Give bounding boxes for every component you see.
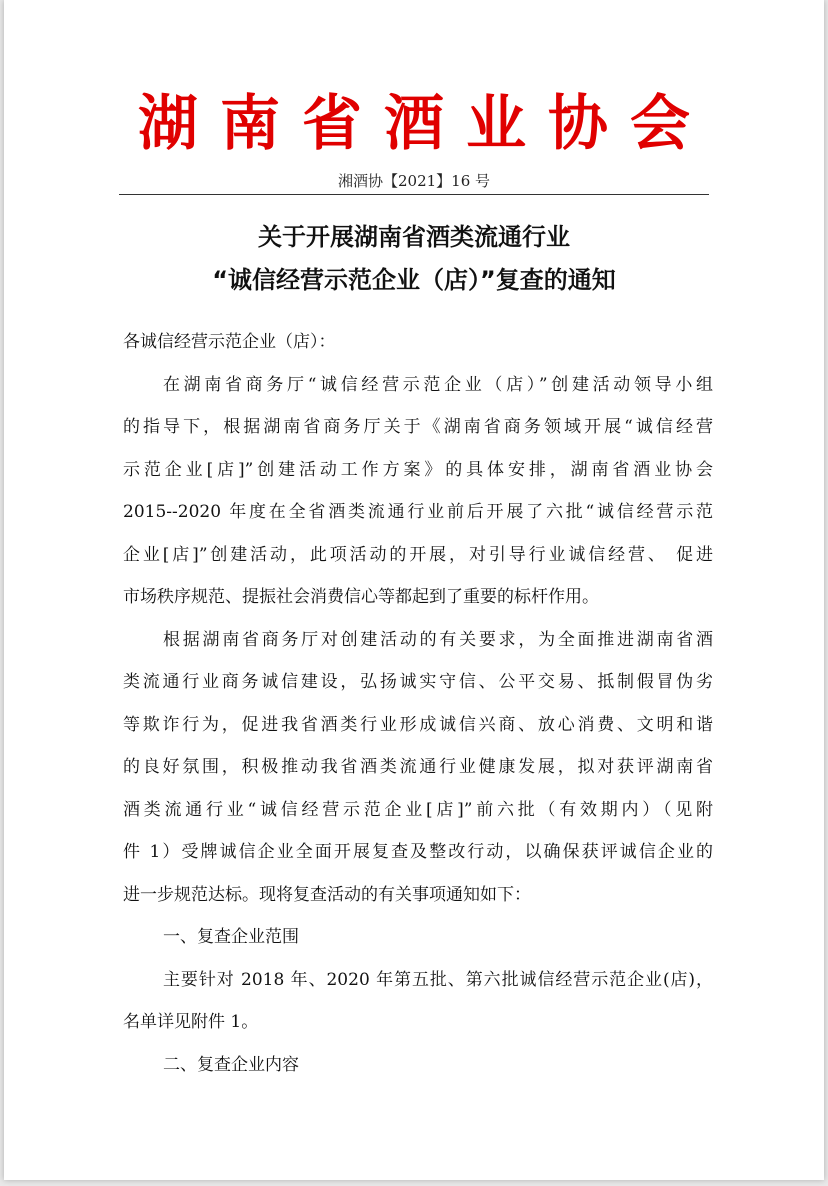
- paragraph-line: 酒类流通行业“诚信经营示范企业[店]”前六批（有效期内）（见附: [123, 799, 713, 820]
- paragraph-line: 主要针对 2018 年、2020 年第五批、第六批诚信经营示范企业(店)，: [163, 969, 713, 990]
- paragraph-line: 类流通行业商务诚信建设，弘扬诚实守信、公平交易、抵制假冒伪劣: [123, 672, 713, 692]
- paragraph-line: 名单详见附件 1。: [123, 1012, 259, 1032]
- salutation: 各诚信经营示范企业（店）：: [123, 332, 336, 352]
- paragraph-line: 在湖南省商务厅“诚信经营示范企业（店）”创建活动领导小组: [163, 374, 713, 395]
- organization-name: 湖南省酒业协会: [138, 89, 712, 159]
- document-title-line-2: “诚信经营示范企业（店）”复查的通知: [212, 266, 616, 294]
- paragraph-line: 示范企业[店]”创建活动工作方案》的具体安排，湖南省酒业协会: [123, 459, 713, 480]
- paragraph-line: 市场秩序规范、提振社会消费信心等都起到了重要的标杆作用。: [123, 587, 599, 607]
- paragraph-line: 企业[店]”创建活动，此项活动的开展，对引导行业诚信经营、 促进: [123, 544, 713, 565]
- paragraph-line: 件 1）受牌诚信企业全面开展复查及整改行动，以确保获评诚信企业的: [123, 842, 713, 862]
- paragraph-line: 根据湖南省商务厅对创建活动的有关要求，为全面推进湖南省酒: [163, 629, 713, 650]
- document-body: [123, 321, 713, 1086]
- paragraph-line: 2015--2020 年度在全省酒类流通行业前后开展了六批“诚信经营示范: [123, 502, 713, 522]
- paragraph-line: 等欺诈行为，促进我省酒类行业形成诚信兴商、放心消费、文明和谐: [123, 714, 713, 735]
- paragraph-line: 进一步规范达标。现将复查活动的有关事项通知如下：: [123, 884, 531, 905]
- paragraph-1: [123, 364, 713, 619]
- paragraph-line: 的指导下，根据湖南省商务厅关于《湖南省商务领域开展“诚信经营: [123, 417, 713, 437]
- document-title-line-1: 关于开展湖南省酒类流通行业: [258, 223, 570, 251]
- paragraph-line: 的良好氛围，积极推动我省酒类流通行业健康发展，拟对获评湖南省: [123, 757, 713, 777]
- section-2-heading: 二、复查企业内容: [163, 1054, 299, 1075]
- document-page: [4, 0, 824, 1180]
- section-1-heading: 一、复查企业范围: [163, 927, 299, 947]
- paragraph-2: [123, 619, 713, 917]
- document-number: 湘酒协【2021】16 号: [337, 172, 491, 190]
- section-1-text: [123, 959, 713, 1044]
- header-divider: [119, 194, 709, 195]
